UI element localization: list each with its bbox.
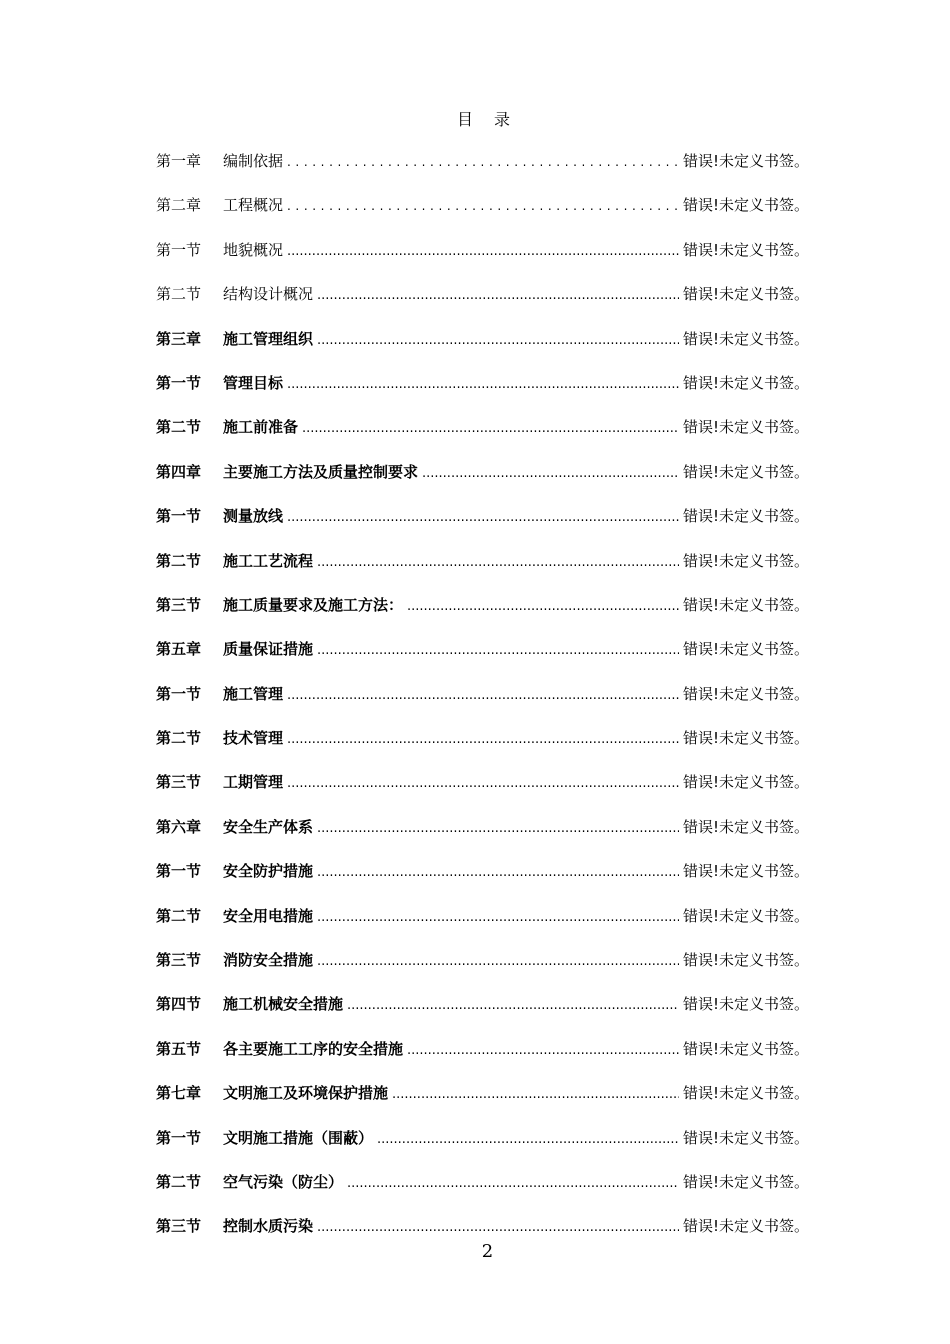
toc-entry-number: 第二节 [156, 285, 202, 304]
toc-entry[interactable] [156, 594, 809, 638]
dot-leader [317, 552, 679, 574]
dot-leader [347, 1173, 679, 1195]
toc-entry-page-ref: 错误!未定义书签。 [682, 640, 809, 659]
toc-entry[interactable] [156, 1171, 809, 1215]
toc-entry-title: 施工前准备 [223, 418, 299, 437]
toc-entry-title: 安全防护措施 [223, 862, 314, 881]
toc-entry-page-ref: 错误!未定义书签。 [682, 551, 809, 570]
toc-entry-number: 第三章 [156, 329, 202, 348]
toc-entry-page-ref: 错误!未定义书签。 [682, 995, 809, 1014]
toc-entry-page-ref: 错误!未定义书签。 [682, 773, 809, 792]
toc-entry-page-ref: 错误!未定义书签。 [682, 462, 809, 481]
toc-entry-page-ref: 错误!未定义书签。 [682, 373, 809, 392]
toc-entry-title: 施工管理 [223, 684, 284, 703]
dot-leader [302, 418, 679, 440]
toc-entry-title: 施工工艺流程 [223, 551, 314, 570]
toc-entry-title: 测量放线 [223, 507, 284, 526]
toc-entry-page-ref: 错误!未定义书签。 [682, 1084, 809, 1103]
dot-leader [392, 1084, 679, 1106]
toc-entry-number: 第一节 [156, 862, 202, 881]
toc-entry-page-ref: 错误!未定义书签。 [682, 862, 809, 881]
toc-entry-number: 第一节 [156, 507, 202, 526]
toc-entry-page-ref: 错误!未定义书签。 [682, 817, 809, 836]
toc-entry-number: 第三节 [156, 1217, 202, 1236]
dot-leader [317, 285, 679, 307]
toc-entry-number: 第四节 [156, 995, 202, 1014]
toc-entry-title: 主要施工方法及质量控制要求 [223, 462, 419, 481]
dot-leader [317, 951, 679, 973]
toc-entry-title: 各主要施工工序的安全措施 [223, 1039, 404, 1058]
toc-entry[interactable] [156, 1082, 809, 1126]
toc-entry-number: 第二节 [156, 906, 202, 925]
toc-entry-number: 第二节 [156, 418, 202, 437]
toc-entry-title: 编制依据 [223, 152, 284, 170]
toc-entry-title: 技术管理 [223, 729, 284, 748]
toc-entry-number: 第一节 [156, 684, 202, 703]
dot-leader [377, 1129, 679, 1151]
toc-entry[interactable] [156, 461, 809, 505]
toc-entry-page-ref: 错误!未定义书签。 [682, 1039, 809, 1058]
toc-entry-page-ref: 错误!未定义书签。 [682, 1217, 809, 1236]
toc-entry[interactable] [156, 727, 809, 771]
toc-entry-number: 第七章 [156, 1084, 202, 1103]
toc-entry[interactable] [156, 860, 809, 904]
toc-entry[interactable] [156, 150, 809, 194]
dot-leader [407, 596, 679, 618]
toc-entry-title: 空气污染（防尘） [223, 1172, 344, 1191]
toc-entry-number: 第三节 [156, 595, 202, 614]
toc-entry-title: 施工机械安全措施 [223, 995, 344, 1014]
toc-entry-number: 第一节 [156, 373, 202, 392]
toc-entry-number: 第二节 [156, 729, 202, 748]
dot-leader [317, 330, 679, 352]
toc-entry-page-ref: 错误!未定义书签。 [682, 1172, 809, 1191]
toc-entry[interactable] [156, 1127, 809, 1171]
toc-entry-number: 第二节 [156, 551, 202, 570]
toc-entry-page-ref: 错误!未定义书签。 [682, 951, 809, 970]
toc-entry-page-ref: 错误!未定义书签。 [682, 285, 809, 304]
toc-entry-title: 结构设计概况 [223, 285, 314, 304]
dot-leader [287, 241, 679, 263]
dot-leader [317, 907, 679, 929]
toc-entry-page-ref: 错误!未定义书签。 [682, 595, 809, 614]
toc-entry[interactable] [156, 949, 809, 993]
dot-leader [347, 995, 679, 1017]
dot-leader [287, 685, 679, 707]
dot-leader [287, 773, 679, 795]
dot-leader [287, 195, 679, 217]
dot-leader [287, 729, 679, 751]
dot-leader [317, 818, 679, 840]
toc-entry[interactable] [156, 372, 809, 416]
toc-entry-page-ref: 错误!未定义书签。 [682, 152, 809, 170]
toc-entry-title: 管理目标 [223, 373, 284, 392]
toc-entry[interactable] [156, 771, 809, 815]
toc-entry[interactable] [156, 993, 809, 1037]
toc-entry[interactable] [156, 283, 809, 327]
dot-leader [287, 374, 679, 396]
dot-leader [317, 1217, 679, 1239]
toc-entry-page-ref: 错误!未定义书签。 [682, 196, 809, 215]
toc-entry-title: 安全生产体系 [223, 817, 314, 836]
dot-leader [422, 463, 679, 485]
toc-entry[interactable] [156, 816, 809, 860]
toc-entry-number: 第一节 [156, 240, 202, 259]
toc-entry[interactable] [156, 638, 809, 682]
toc-entry-title: 工期管理 [223, 773, 284, 792]
toc-entry[interactable] [156, 1038, 809, 1082]
toc-entry-page-ref: 错误!未定义书签。 [682, 329, 809, 348]
toc-entry-title: 安全用电措施 [223, 906, 314, 925]
toc-entry-title: 质量保证措施 [223, 640, 314, 659]
toc-entry-title: 施工质量要求及施工方法： [223, 595, 404, 614]
toc-entry-page-ref: 错误!未定义书签。 [682, 240, 809, 259]
toc-entry[interactable] [156, 194, 809, 238]
dot-leader [317, 862, 679, 884]
toc-entry-number: 第二节 [156, 1172, 202, 1191]
toc-entry[interactable] [156, 239, 809, 283]
dot-leader [287, 507, 679, 529]
dot-leader [317, 640, 679, 662]
toc-entry-title: 控制水质污染 [223, 1217, 314, 1236]
toc-entry-title: 施工管理组织 [223, 329, 314, 348]
toc-entry-page-ref: 错误!未定义书签。 [682, 418, 809, 437]
dot-leader [407, 1040, 679, 1062]
toc-entry-page-ref: 错误!未定义书签。 [682, 729, 809, 748]
toc-entry-page-ref: 错误!未定义书签。 [682, 507, 809, 526]
dot-leader [287, 151, 679, 173]
toc-title: 目 录 [456, 110, 519, 129]
toc-entry-title: 文明施工措施（围蔽） [223, 1128, 374, 1147]
toc-entry[interactable] [156, 416, 809, 460]
toc-entry-title: 地貌概况 [223, 240, 284, 259]
toc-entry[interactable] [156, 683, 809, 727]
toc-entry[interactable] [156, 505, 809, 549]
toc-entry-title: 文明施工及环境保护措施 [223, 1084, 389, 1103]
toc-entry-page-ref: 错误!未定义书签。 [682, 1128, 809, 1147]
toc-entry[interactable] [156, 328, 809, 372]
toc-entry-title: 消防安全措施 [223, 951, 314, 970]
toc-entry-number: 第一节 [156, 1128, 202, 1147]
toc-entry-number: 第三节 [156, 951, 202, 970]
table-of-contents [156, 150, 809, 1260]
toc-entry-page-ref: 错误!未定义书签。 [682, 684, 809, 703]
page-number: 2 [481, 1241, 494, 1262]
toc-entry-number: 第六章 [156, 817, 202, 836]
toc-entry-number: 第二章 [156, 196, 202, 215]
toc-entry-number: 第三节 [156, 773, 202, 792]
toc-entry-number: 第一章 [156, 152, 202, 170]
toc-entry-number: 第五节 [156, 1039, 202, 1058]
toc-entry-number: 第五章 [156, 640, 202, 659]
toc-entry-number: 第四章 [156, 462, 202, 481]
toc-entry-page-ref: 错误!未定义书签。 [682, 906, 809, 925]
toc-entry[interactable] [156, 905, 809, 949]
toc-entry[interactable] [156, 550, 809, 594]
toc-entry-title: 工程概况 [223, 196, 284, 215]
